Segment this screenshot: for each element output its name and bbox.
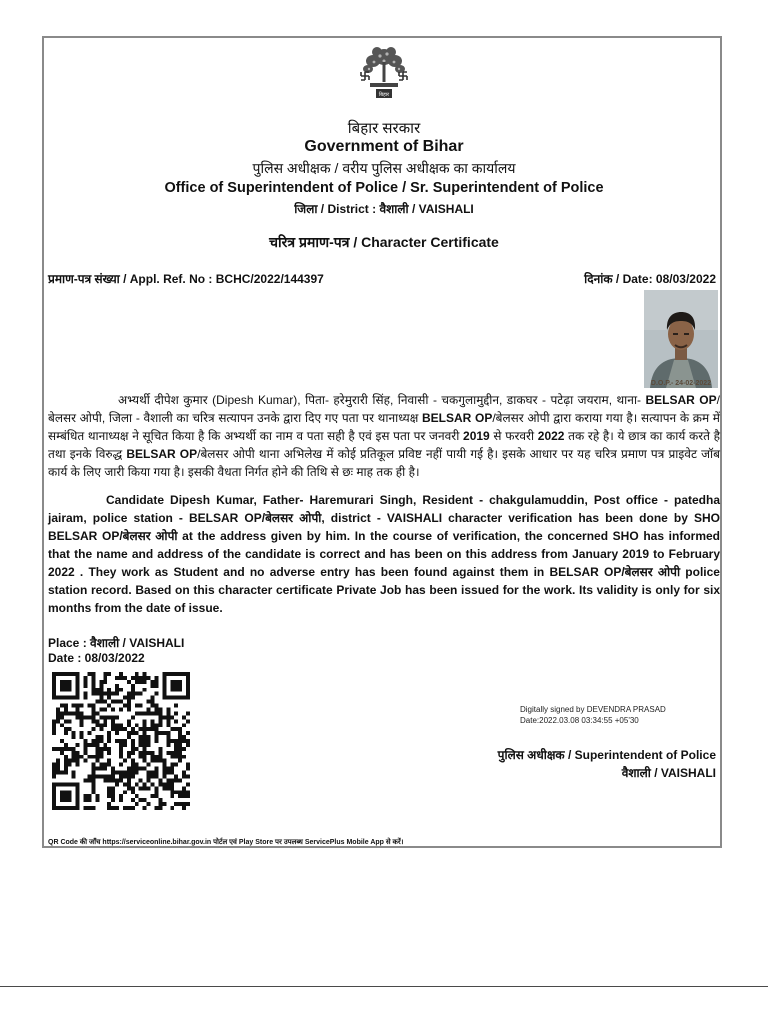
qr-verification-footer: QR Code की जाँच https://serviceonline.bihar.gov.in पोर्टल एवं Play Store पर उपलब्ध ServicePlus Mobile App से करें। — [48, 839, 404, 846]
character-certificate — [42, 36, 722, 848]
office-name-english: Office of Superintendent of Police / Sr. Superintendent of Police — [164, 180, 604, 196]
certificate-body-english: Candidate Dipesh Kumar, Father- Haremurari Singh, Resident - chakgulamuddin, Post office - patedha jairam, police station - BELSAR OP/बेलसर ओपी, district - VAISHALI character verification has been done by SHO BELSAR OP/बेलसर ओपी at the address given by him. In the course of verification, the concerned SHO has informed that the name and address of the candidate is correct and has been on this address from January 2019 to February 2022 . They work as Student and no adverse entry has been found against them in BELSAR OP/बेलसर ओपी police station record. Based on this character certificate Private Job has been issued for the work. Its validity is only for six months from the date of issue. — [48, 493, 720, 615]
reference-number: प्रमाण-पत्र संख्या / Appl. Ref. No : BCHC/2022/144397 — [48, 272, 324, 286]
certificate-title: चरित्र प्रमाण-पत्र / Character Certificate — [269, 234, 499, 250]
page-separator — [0, 986, 768, 987]
digital-signature — [520, 704, 666, 726]
state-name-english: Government of Bihar — [304, 138, 464, 155]
issue-date-header: दिनांक / Date: 08/03/2022 — [584, 272, 716, 286]
digital-signature-date: Date:2022.03.08 03:34:55 +05'30 — [520, 716, 639, 725]
signatory-district: वैशाली / VAISHALI — [621, 766, 716, 780]
bihar-state-emblem-icon — [356, 44, 412, 102]
district-line: जिला / District : वैशाली / VAISHALI — [294, 202, 474, 216]
issue-place: Place : वैशाली / VAISHALI — [48, 636, 185, 650]
signatory-title: पुलिस अधीक्षक / Superintendent of Police — [497, 748, 716, 762]
qr-code-icon — [52, 672, 190, 810]
issue-date: Date : 08/03/2022 — [48, 651, 145, 665]
digital-signature-signer: Digitally signed by DEVENDRA PRASAD — [520, 705, 666, 714]
certificate-body-hindi: अभ्यर्थी दीपेश कुमार (Dipesh Kumar), पिता- हरेमुरारी सिंह, निवासी - चकगुलामुद्दीन, डाकघर - पटेढ़ा जयराम, थाना- BELSAR OP/बेलसर ओपी, जिला - वैशाली का चरित्र सत्यापन उनके द्वारा दिए गए पता पर थानाध्यक्ष BELSAR OP/बेलसर ओपी द्वारा कराया गया है। सत्यापन के क्रम में सम्बंधित थानाध्यक्ष ने सूचित किया है कि अभ्यर्थी का नाम व पता सही है एवं इस पता पर जनवरी 2019 से फरवरी 2022 तक रहे है। ये छात्र का कार्य करते है तथा इनके विरुद्ध BELSAR OP/बेलसर ओपी थाना अभिलेख में कोई प्रतिकूल प्रविष्ट नहीं पायी गई है। इसके आधार पर यह चरित्र प्रमाण पत्र प्राइवेट जॉब कार्य के लिए जारी किया गया है। इसकी वैधता निर्गत होने की तिथि से छः माह तक ही है। — [48, 393, 721, 479]
photo-date-stamp: D.O.P.- 24-02-2022 — [650, 380, 712, 387]
office-name-hindi: पुलिस अधीक्षक / वरीय पुलिस अधीक्षक का कार्यालय — [252, 160, 516, 176]
candidate-photo — [644, 290, 718, 388]
svg-text:बिहार: बिहार — [378, 92, 390, 98]
state-name-hindi: बिहार सरकार — [347, 120, 421, 137]
